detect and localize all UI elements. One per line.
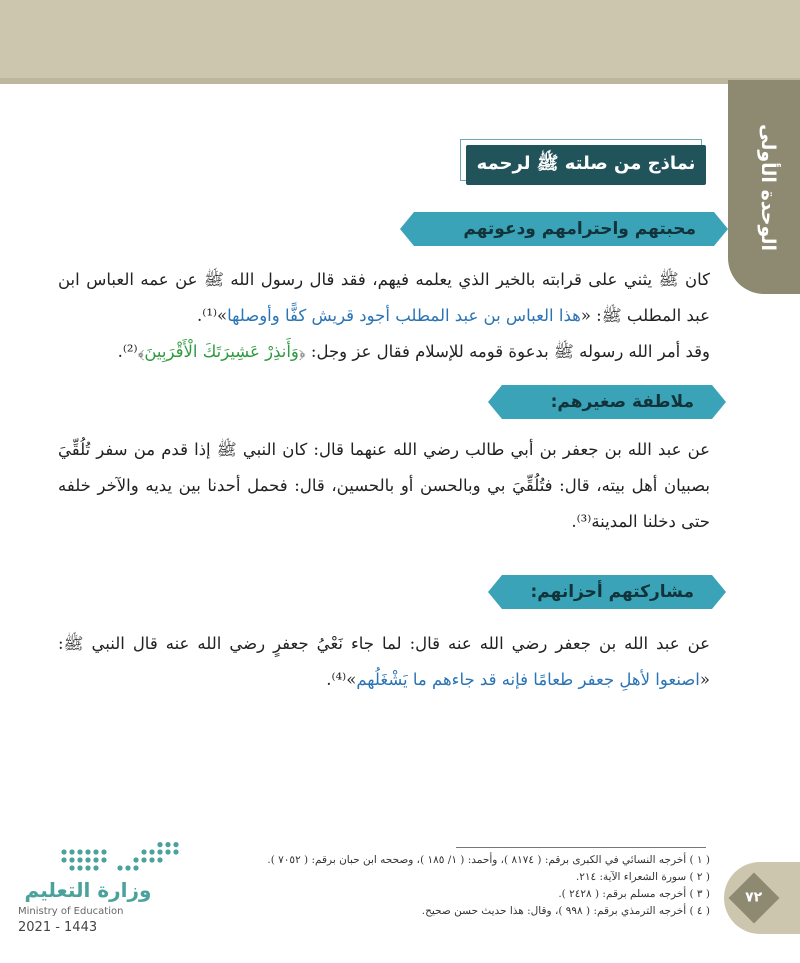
paragraph-love-respect — [58, 262, 710, 370]
text-line: وقد أمر الله رسوله ﷺ بدعوة قومه للإسلام فقال عز وجل: ﴿ — [298, 342, 710, 361]
banner-kindness-young: ملاطفة صغيرهم: — [502, 385, 712, 419]
paragraph-kindness-young: عن عبد الله بن جعفر بن أبي طالب رضي الله عنهما قال: كان النبي ﷺ إذا قدم من سفر تُلُقِّيَ بصبيان أهل بيته، قال: فتُلُقِّيَ بي وبالحسن أو بالحسين، قال: فحمل أحدنا بين يديه والآخر خلفه حتى دخلنا المدينة⁽³⁾. — [58, 440, 710, 531]
paragraph-sharing-grief — [58, 626, 710, 698]
banner-love-respect: محبتهم واحترامهم ودعوتهم — [414, 212, 714, 246]
footnote: ( ٣ ) أخرجه مسلم برقم: ( ٢٤٢٨ ). — [558, 888, 710, 900]
logo-english: Ministry of Education — [18, 906, 124, 917]
top-decorative-band — [0, 0, 800, 84]
text-line: ﴾⁽²⁾. — [117, 342, 145, 361]
text-line: ابن عبد المطلب ﷺ: « — [58, 270, 710, 325]
text-line: »⁽¹⁾. — [197, 306, 228, 325]
section-header: نماذج من صلته ﷺ لرحمه — [466, 145, 706, 185]
footnote: ( ١ ) أخرجه النسائي في الكبرى برقم: ( ٨١٧٤ )، وأحمد: ( ١/ ١٨٥ )، وصححه ابن حبان برقم: ( ٧٠٥٢ ). — [267, 854, 710, 866]
footnote: ( ٢ ) سورة الشعراء الآية: ٢١٤. — [575, 871, 710, 883]
ministry-logo — [18, 842, 198, 942]
banner-sharing-grief: مشاركتهم أحزانهم: — [502, 575, 712, 609]
footnote-divider — [456, 847, 706, 848]
logo-arabic: وزارة التعليم — [24, 878, 152, 902]
footnotes — [110, 852, 710, 920]
logo-year: 2021 - 1443 — [18, 920, 98, 935]
text-line: عن عبد الله بن جعفر رضي الله عنه قال: لما جاء نَعْيُ جعفرٍ رضي الله عنه قال النبي ﷺ: « — [58, 634, 710, 689]
logo-dots-icon — [60, 842, 180, 876]
footnote: ( ٤ ) أخرجه الترمذي برقم: ( ٩٩٨ )، وقال: هذا حديث حسن صحيح. — [421, 905, 710, 917]
text-line: »⁽⁴⁾. — [326, 670, 357, 689]
unit-label: الوحدة الأولى — [757, 124, 779, 252]
hadith-quote: اصنعوا لأهلِ جعفر طعامًا فإنه قد جاءهم ما يَشْغَلُهم — [356, 670, 700, 689]
quran-verse: وَأَنذِرْ عَشِيرَتَكَ الْأَقْرَبِينَ — [144, 342, 299, 361]
text-line: كان ﷺ يثني على قرابته بالخير الذي يعلمه فيهم، فقد قال رسول الله ﷺ عن عمه العباس — [86, 270, 710, 289]
hadith-quote: هذا العباس بن عبد المطلب أجود قريش كفًّا وأوصلها — [227, 306, 581, 325]
page-number: ٧٢ — [729, 873, 780, 924]
